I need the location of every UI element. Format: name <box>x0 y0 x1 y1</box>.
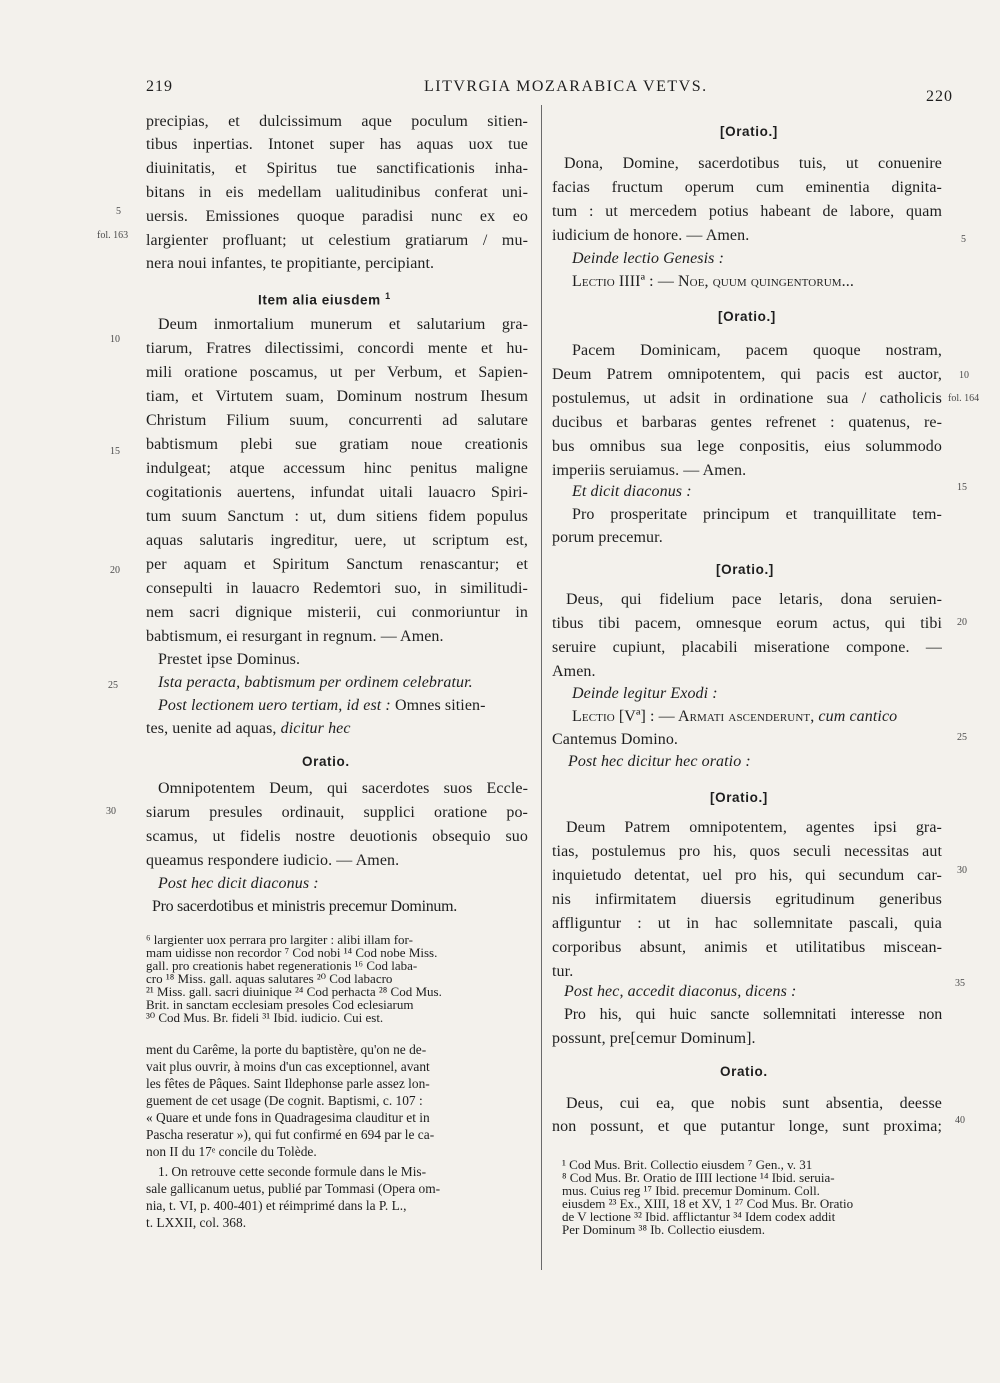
variant-line: de V lectione ³² Ibid. afflictantur ³⁴ Idem codex addit <box>562 1209 836 1224</box>
text-line: tibus inpertias. Intonet super has aquas uox tue <box>146 136 528 153</box>
text-line: Prestet ipse Dominus. <box>158 651 301 668</box>
line-number: 30 <box>106 806 116 817</box>
text-line: queamus respondere iudicio. — Amen. <box>146 852 400 869</box>
text-line: Deus, cui ea, que nobis sunt absentia, deesse <box>566 1095 942 1112</box>
rubric: Deinde lectio Genesis : <box>572 250 725 267</box>
line-number: 25 <box>957 732 967 743</box>
footnote-line: Pascha reseratur »), qui fut confirmé en 694 par le ca- <box>146 1127 435 1142</box>
rubric: Post hec dicit diaconus : <box>158 875 319 892</box>
text-line: Pro prosperitate principum et tranquillitate tem- <box>572 506 942 523</box>
variant-line: mam uidisse non recordor ⁷ Cod nobi ¹⁴ Cod nobe Miss. <box>146 945 438 960</box>
variant-line: mus. Cuius reg ¹⁷ Ibid. precemur Dominum. Coll. <box>562 1183 820 1198</box>
text-line: tum : ut mercedem potius habeant de labore, quam <box>552 203 942 220</box>
footnote-line: ment du Carême, la porte du baptistère, qu'on ne de- <box>146 1042 427 1057</box>
page-number-left: 219 <box>146 78 173 95</box>
rubric: Post hec, accedit diaconus, dicens : <box>564 983 797 1000</box>
folio-marker: fol. 164 <box>948 393 980 404</box>
text-line: babtismum plebi sue gratiam noue creationis <box>146 436 528 453</box>
text-line: tias, postulemus pro his, quos seculi necessitas aut <box>552 843 942 860</box>
rubric: Deinde legitur Exodi : <box>572 685 718 702</box>
folio-marker: fol. 163 <box>97 230 129 241</box>
line-number: 10 <box>959 370 969 381</box>
rubric: Et dicit diaconus : <box>572 483 692 500</box>
text-line: Amen. <box>552 663 596 680</box>
line-number: 25 <box>108 680 118 691</box>
variant-line: Per Dominum ³⁸ Ib. Collectio eiusdem. <box>562 1222 766 1237</box>
text-line: Pro sacerdotibus et ministris precemur Dominum. <box>152 898 457 915</box>
text-line: seruire cupiunt, placabili miseratione compone. — <box>552 639 942 656</box>
running-title: LITVRGIA MOZARABICA VETVS. <box>424 78 708 95</box>
variant-line: Brit. in sanctam ecclesiam presoles Cod eclesiarum <box>146 997 414 1012</box>
text-line: largienter profluant; ut celestium gratiarum / mu- <box>146 232 528 249</box>
text-line: tiarum, Fratres dilectissimi, concordi mente et hu- <box>146 340 528 357</box>
text-line: inquietudo detentat, uel pro his, qui secundum car- <box>552 867 942 884</box>
line-number: 5 <box>961 234 966 245</box>
text-line: siarum presules ordinauit, supplici oratione po- <box>146 804 528 821</box>
line-number: 5 <box>116 206 121 217</box>
variant-line: cro ¹⁸ Miss. gall. aquas salutares ²⁰ Cod labacro <box>146 971 393 986</box>
rubric: Ista peracta, babtismum per ordinem celebratur. <box>158 674 473 691</box>
footnote-line: 1. On retrouve cette seconde formule dans le Mis- <box>158 1164 427 1179</box>
text-line: possunt, pre[cemur Dominum]. <box>552 1030 756 1047</box>
text-line: tur. <box>552 963 574 980</box>
text-line: nis infirmitatem diuersis egritudinum generibus <box>552 891 942 908</box>
text-line: nera noui infantes, te propitiante, percipiant. <box>146 255 435 272</box>
footnote-line: vait plus ouvrir, à moins d'un cas exceptionnel, avant <box>146 1059 430 1074</box>
variant-line: ¹ Cod Mus. Brit. Collectio eiusdem ⁷ Gen., v. 31 <box>562 1157 813 1172</box>
section-heading: Oratio. <box>302 754 350 769</box>
section-heading: [Oratio.] <box>710 790 768 805</box>
text-line: bus omnibus sua lege conpositis, eius solummodo <box>552 438 942 455</box>
line-number: 15 <box>957 482 967 493</box>
text-line: scamus, ut fidelis nostre deuotionis obsequio suo <box>146 828 528 845</box>
footnote-line: sale gallicanum uetus, publié par Tommasi (Opera om- <box>146 1181 441 1196</box>
text-line: Deus, qui fidelium pace letaris, dona seruien- <box>566 591 942 608</box>
footnote-line: guement de cet usage (De cognit. Baptismi, c. 107 : <box>146 1093 423 1108</box>
text-line: Dona, Domine, sacerdotibus tuis, ut conuenire <box>564 155 942 172</box>
text-line: Christum Filium suum, concurrenti ad salutare <box>146 412 528 429</box>
text-line: cogitationis auertens, infundat uitali lauacro Spiri- <box>146 484 528 501</box>
footnote-line: t. LXXII, col. 368. <box>146 1215 247 1230</box>
text-line: facias fructum operum cum eminentia dignita- <box>552 179 942 196</box>
page-number-right: 220 <box>926 88 953 105</box>
column-divider <box>541 105 542 1270</box>
line-number: 35 <box>955 978 965 989</box>
text-line: Deum Patrem omnipotentem, agentes ipsi gra- <box>566 819 942 836</box>
text-line: diuinitatis, et Spiritus tue sanctificationis inha- <box>146 160 528 177</box>
line-number: 20 <box>110 565 120 576</box>
footnote-line: nia, t. VI, p. 400-401) et réimprimé dans la P. L., <box>146 1198 407 1213</box>
text-line: tum suum Sanctum : ut, dum sitiens fidem populus <box>146 508 528 525</box>
text-line: imperiis seruiamus. — Amen. <box>552 462 747 479</box>
lectio-line: Lectio [Vª] : — Armati ascenderunt, cum cantico <box>572 708 898 725</box>
section-heading: Item alia eiusdem $^1$ <box>258 291 391 308</box>
text-line: Pacem Dominicam, pacem quoque nostram, <box>572 342 942 359</box>
rubric: tes, uenite ad aquas, dicitur hec <box>146 720 351 737</box>
text-line: iudicium de honore. — Amen. <box>552 227 750 244</box>
line-number: 40 <box>955 1115 965 1126</box>
text-line: bitans in eis medellam ualitudinibus conferat uni- <box>146 184 528 201</box>
text-line: Omnipotentem Deum, qui sacerdotes suos Eccle- <box>158 780 528 797</box>
footnote-line: les fêtes de Pâques. Saint Ildephonse parle assez lon- <box>146 1076 430 1091</box>
line-number: 20 <box>957 617 967 628</box>
section-heading: [Oratio.] <box>720 124 778 139</box>
text-line: nem sacri dignique misterii, cui conmoriuntur in <box>146 604 528 621</box>
text-line: tibus tibi pacem, omnesque eorum actus, qui tibi <box>552 615 942 632</box>
section-heading: Oratio. <box>720 1064 768 1079</box>
text-line: corporibus absunt, animis et utilitatibus miscean- <box>552 939 942 956</box>
text-line: porum precemur. <box>552 529 663 546</box>
footnote-line: « Quare et unde fons in Quadragesima clauditur et in <box>146 1110 430 1125</box>
rubric: Post lectionem uero tertiam, id est : Omnes sitien- <box>158 697 486 714</box>
variant-line: ⁶ largienter uox perrara pro largiter : alibi illam for- <box>146 932 413 947</box>
text-line: precipias, et dulcissimum aque poculum sitien- <box>146 113 528 130</box>
text-line: affliguntur : ut in hac sollemnitate pascali, quia <box>552 915 942 932</box>
text-line: tiam, et Virtutem suam, Dominum nostrum Ihesum <box>146 388 528 405</box>
variant-line: ⁸ Cod Mus. Br. Oratio de IIII lectione ¹⁴ Ibid. seruia- <box>562 1170 835 1185</box>
footnote-line: non II du 17ᵉ concile du Tolède. <box>146 1144 317 1159</box>
text-line: indulgeat; atque accessum hinc penitus maligne <box>146 460 528 477</box>
text-line: per aquam et Spiritum Sanctum renascantur; et <box>146 556 528 573</box>
rubric: Post hec dicitur hec oratio : <box>568 753 751 770</box>
line-number: 10 <box>110 334 120 345</box>
text-line: uersis. Emissiones quoque paradisi nunc ex eo <box>146 208 528 225</box>
text-line: consepulti in lauacro Redemtori suo, in similitudi- <box>146 580 528 597</box>
text-line: Deum inmortalium munerum et salutarium gra- <box>158 316 528 333</box>
text-line: Deum Patrem omnipotentem, qui pacis est auctor, <box>552 366 942 383</box>
lectio-line: Cantemus Domino. <box>552 731 679 748</box>
section-heading: [Oratio.] <box>716 562 774 577</box>
variant-line: gall. pro creationis habet regenerationis ¹⁶ Cod laba- <box>146 958 418 973</box>
text-line: postulemus, ut adsit in ordinatione sua / catholicis <box>552 390 942 407</box>
text-line: non possunt, et que putantur longe, sunt proxima; <box>552 1118 942 1135</box>
text-line: Pro his, qui huic sancte sollemnitati interesse non <box>564 1006 942 1023</box>
text-line: aquas salutaris ingreditur, uere, ut scriptum est, <box>146 532 528 549</box>
variant-line: ³⁰ Cod Mus. Br. fideli ³¹ Ibid. iudicio. Cui est. <box>146 1010 384 1025</box>
text-line: ducibus et barbaras gentes refrenet : quatenus, re- <box>552 414 942 431</box>
line-number: 30 <box>957 865 967 876</box>
section-heading: [Oratio.] <box>718 309 776 324</box>
lectio-line: Lectio IIIIª : — Noe, quum quingentorum... <box>572 273 854 290</box>
text-line: babtismum, ei resurgant in regnum. — Amen. <box>146 628 444 645</box>
line-number: 15 <box>110 446 120 457</box>
text-line: mili oratione poscamus, ut per Verbum, et Sapien- <box>146 364 528 381</box>
variant-line: ²¹ Miss. gall. sacri diuinique ²⁴ Cod perhacta ²⁸ Cod Mus. <box>146 984 442 999</box>
variant-line: eiusdem ²³ Ex., XIII, 18 et XV, 1 ²⁷ Cod Mus. Br. Oratio <box>562 1196 854 1211</box>
